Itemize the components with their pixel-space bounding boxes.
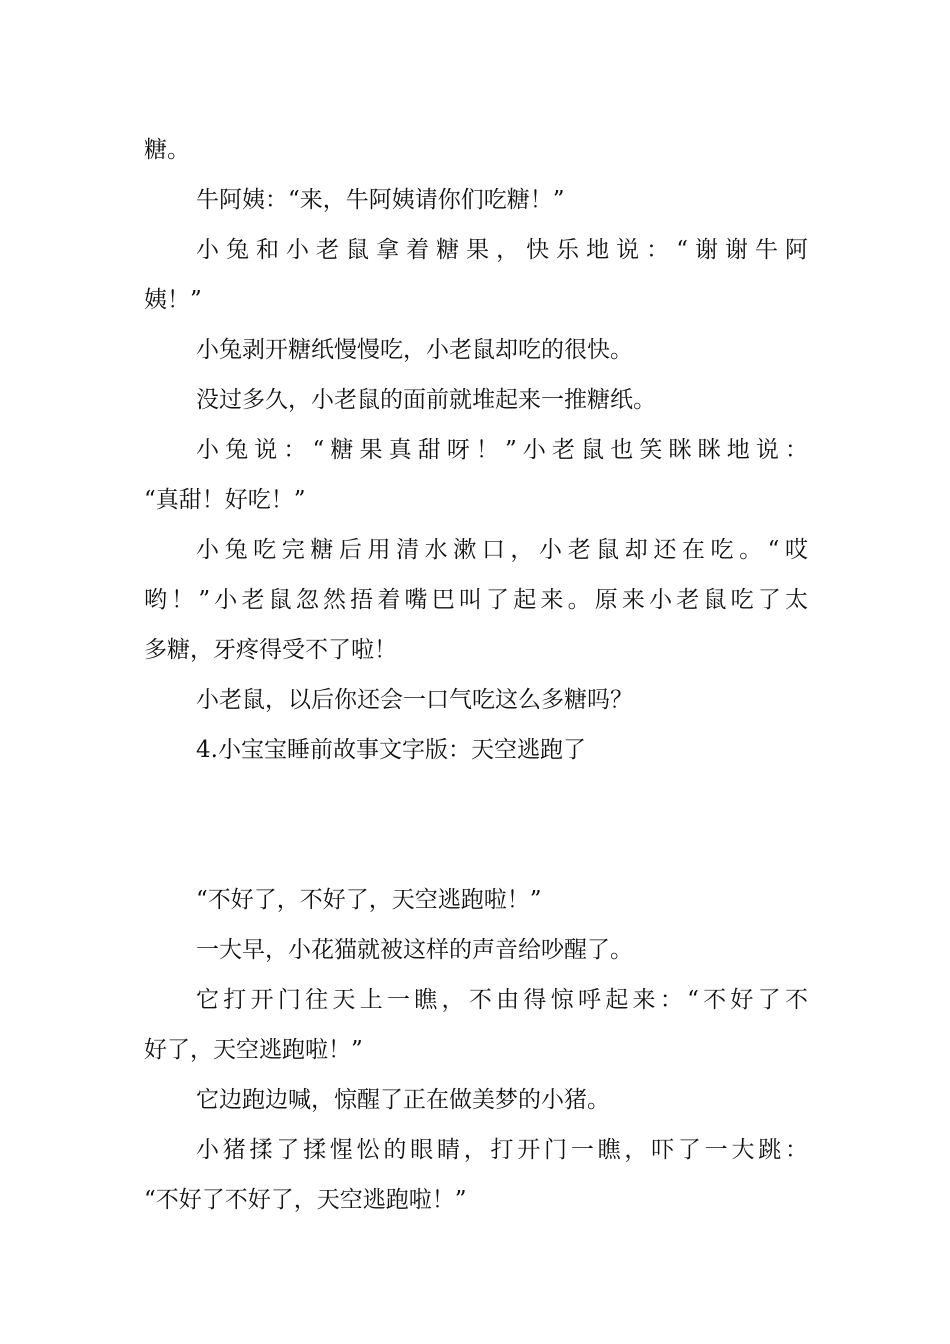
text-line: 一大早，小花猫就被这样的声音给吵醒了。 bbox=[196, 937, 633, 963]
text-line: 小兔和小老鼠拿着糖果，快乐地说：“谢谢牛阿 bbox=[196, 237, 808, 263]
text-line: 小老鼠，以后你还会一口气吃这么多糖吗？ bbox=[196, 687, 633, 713]
text-line: 哟！”小老鼠忽然捂着嘴巴叫了起来。原来小老鼠吃了太 bbox=[144, 587, 808, 613]
text-line: 它打开门往天上一瞧，不由得惊呼起来：“不好了不 bbox=[196, 987, 808, 1013]
text-line: 小兔吃完糖后用清水漱口，小老鼠却还在吃。“哎 bbox=[196, 537, 808, 563]
text-line: 牛阿姨：“来，牛阿姨请你们吃糖！” bbox=[196, 187, 565, 213]
text-line: 多糖，牙疼得受不了啦！ bbox=[144, 637, 397, 663]
text-line: 小猪揉了揉惺忪的眼睛，打开门一瞧，吓了一大跳： bbox=[196, 1137, 808, 1163]
text-line: “不好了不好了，天空逃跑啦！” bbox=[144, 1187, 467, 1213]
text-line: 没过多久，小老鼠的面前就堆起来一推糖纸。 bbox=[196, 387, 656, 413]
text-line: 糖。 bbox=[144, 137, 190, 163]
text-line: “真甜！好吃！” bbox=[144, 487, 306, 513]
text-line: “不好了，不好了，天空逃跑啦！” bbox=[196, 887, 542, 913]
text-line: 小兔说：“糖果真甜呀！”小老鼠也笑眯眯地说： bbox=[196, 437, 808, 463]
text-line: 好了，天空逃跑啦！” bbox=[144, 1037, 363, 1063]
text-line: 它边跑边喊，惊醒了正在做美梦的小猪。 bbox=[196, 1087, 610, 1113]
text-line: 姨！” bbox=[144, 287, 202, 313]
section-heading: 4.小宝宝睡前故事文字版：天空逃跑了 bbox=[196, 737, 586, 763]
text-line: 小兔剥开糖纸慢慢吃，小老鼠却吃的很快。 bbox=[196, 337, 633, 363]
